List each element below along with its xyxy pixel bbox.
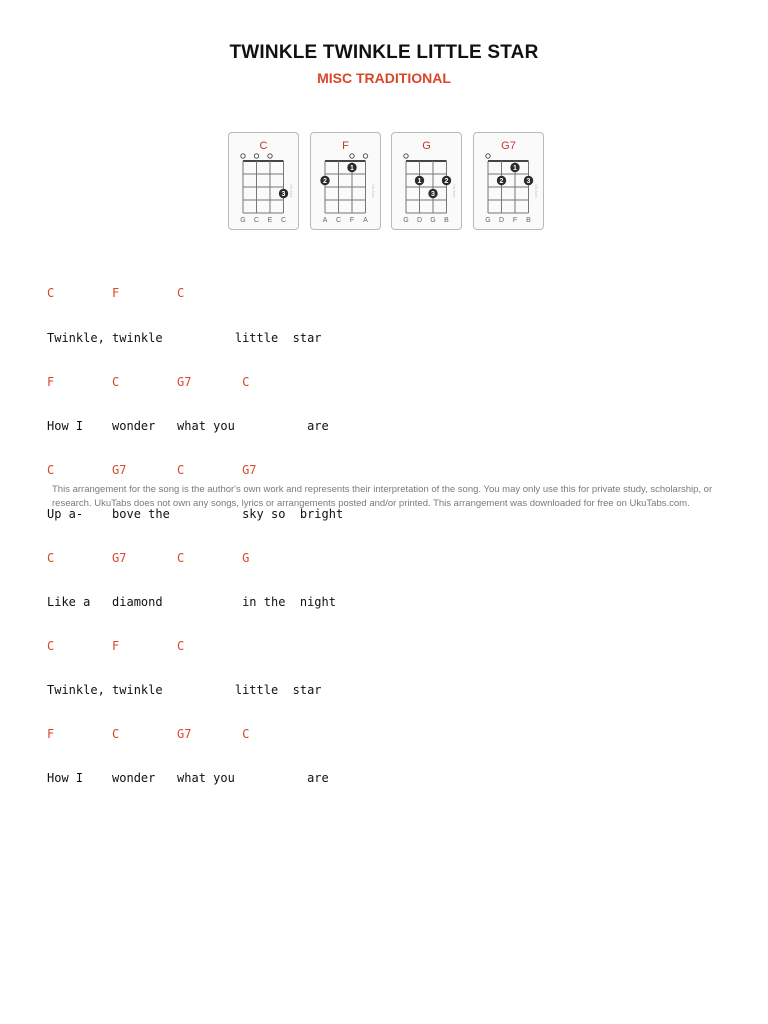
string-name: G [430, 217, 436, 224]
lyric-line: Like a diamond in the night [47, 595, 336, 610]
string-name: F [512, 217, 518, 224]
finger-number: 1 [417, 178, 422, 186]
chord-line: C G7 C G7 [47, 462, 257, 477]
finger-number: 2 [444, 178, 449, 186]
string-name: E [267, 217, 273, 224]
chord-diagram-f [310, 132, 381, 230]
string-name: A [363, 217, 368, 224]
brand-watermark: UkuTabs [534, 184, 538, 198]
finger-number: 1 [350, 165, 354, 173]
string-name: D [416, 217, 423, 224]
chord-diagram-g [391, 132, 462, 230]
brand-watermark: UkuTabs [452, 184, 456, 198]
chord-diagrams [228, 132, 548, 232]
string-name: A [322, 217, 328, 224]
string-name: C [280, 217, 287, 224]
string-name: B [526, 217, 531, 224]
string-name: G [240, 217, 246, 224]
string-name: B [444, 217, 449, 224]
chord-name: G7 [501, 140, 516, 152]
string-name: C [335, 217, 342, 224]
chord-diagram-c [228, 132, 299, 230]
open-string-marker [486, 154, 490, 158]
chord-name: C [259, 140, 268, 152]
brand-watermark: UkuTabs [289, 184, 293, 198]
string-name: G [403, 217, 409, 224]
finger-number: 2 [499, 178, 504, 186]
chord-diagram-g7 [473, 132, 544, 230]
string-name: D [498, 217, 505, 224]
string-name: F [349, 217, 355, 224]
chord-line: C F C [47, 639, 185, 654]
brand-watermark: UkuTabs [371, 184, 375, 198]
chord-name: G [422, 140, 431, 152]
finger-number: 3 [281, 191, 286, 199]
lyric-line: Twinkle, twinkle little star [47, 330, 322, 345]
lyric-line: Twinkle, twinkle little star [47, 683, 322, 698]
copyright-disclaimer: This arrangement for the song is the author's own work and represents their interpretation of the song. You may only use this for private study, scholarship, or research. UkuTabs does not own any songs, lyrics or arrangements posted and/or printed. This arrangement was downloaded for free on UkuTabs.com. [52, 484, 713, 509]
open-string-marker [268, 154, 272, 158]
finger-number: 3 [526, 178, 531, 186]
chord-line: F C G7 C [47, 374, 250, 389]
open-string-marker [404, 154, 408, 158]
song-sheet [47, 257, 343, 801]
chord-line: F C G7 C [47, 727, 250, 742]
open-string-marker [241, 154, 245, 158]
finger-number: 1 [513, 165, 517, 173]
lyric-line: How I wonder what you are [47, 418, 329, 433]
lyric-line: Up a- bove the sky so bright [47, 506, 344, 521]
song-title: TWINKLE TWINKLE LITTLE STAR [229, 42, 539, 63]
string-name: G [485, 217, 491, 224]
finger-number: 2 [323, 178, 327, 186]
song-artist: MISC TRADITIONAL [317, 70, 451, 86]
chord-line: C F C [47, 286, 185, 301]
open-string-marker [363, 154, 367, 158]
open-string-marker [350, 154, 354, 158]
open-string-marker [254, 154, 258, 158]
lyric-line: How I wonder what you are [47, 771, 329, 786]
chord-line: C G7 C G [47, 550, 250, 565]
finger-number: 3 [431, 191, 435, 199]
chord-name: F [342, 140, 349, 152]
string-name: C [253, 217, 260, 224]
